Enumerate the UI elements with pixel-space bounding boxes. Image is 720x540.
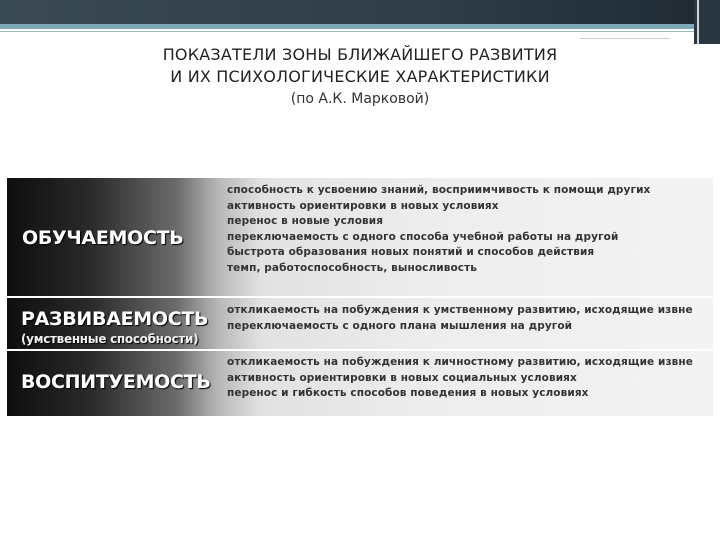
title-line-2: И ИХ ПСИХОЛОГИЧЕСКИЕ ХАРАКТЕРИСТИКИ [170,67,550,86]
list-item: быстрота образования новых понятий и способов действия [227,246,595,258]
row-heading-learnability: ОБУЧАЕМОСТЬ [22,227,184,249]
list-item: активность ориентировки в новых социальных условиях [227,371,577,384]
slide-title [100,44,620,110]
row-heading-educability: ВОСПИТУЕМОСТЬ [21,371,211,393]
list-item: темп, работоспособность, выносливость [227,261,478,274]
zpd-indicators-table [7,178,713,416]
list-item: откликаемость на побуждения к личностному развитию, исходящие извне [227,356,693,368]
learnability-characteristics [227,183,650,276]
slide-header-bar [0,0,720,24]
list-item: перенос в новые условия [227,215,384,227]
header-accent-stripe [0,24,720,29]
list-item: активность ориентировки в новых условиях [227,199,499,212]
list-item: перенос и гибкость способов поведения в новых условиях [227,387,589,399]
educability-characteristics [227,355,693,402]
developability-characteristics [227,303,693,334]
list-item: откликаемость на побуждения к умственному развитию, исходящие извне [227,304,693,316]
list-item: переключаемость с одного способа учебной работы на другой [227,230,619,243]
row-subheading-developability: (умственные способности) [21,332,199,346]
title-author: (по А.К. Марковой) [290,91,430,107]
list-item: способность к усвоению знаний, восприимчивость к помощи других [227,184,651,196]
header-short-line [580,38,670,39]
list-item: переключаемость с одного плана мышления на другой [227,319,573,332]
header-vertical-tick [697,0,699,44]
title-line-1: ПОКАЗАТЕЛИ ЗОНЫ БЛИЖАЙШЕГО РАЗВИТИЯ [162,45,558,64]
row-heading-developability: РАЗВИВАЕМОСТЬ [21,308,209,330]
header-thin-line [0,31,720,32]
